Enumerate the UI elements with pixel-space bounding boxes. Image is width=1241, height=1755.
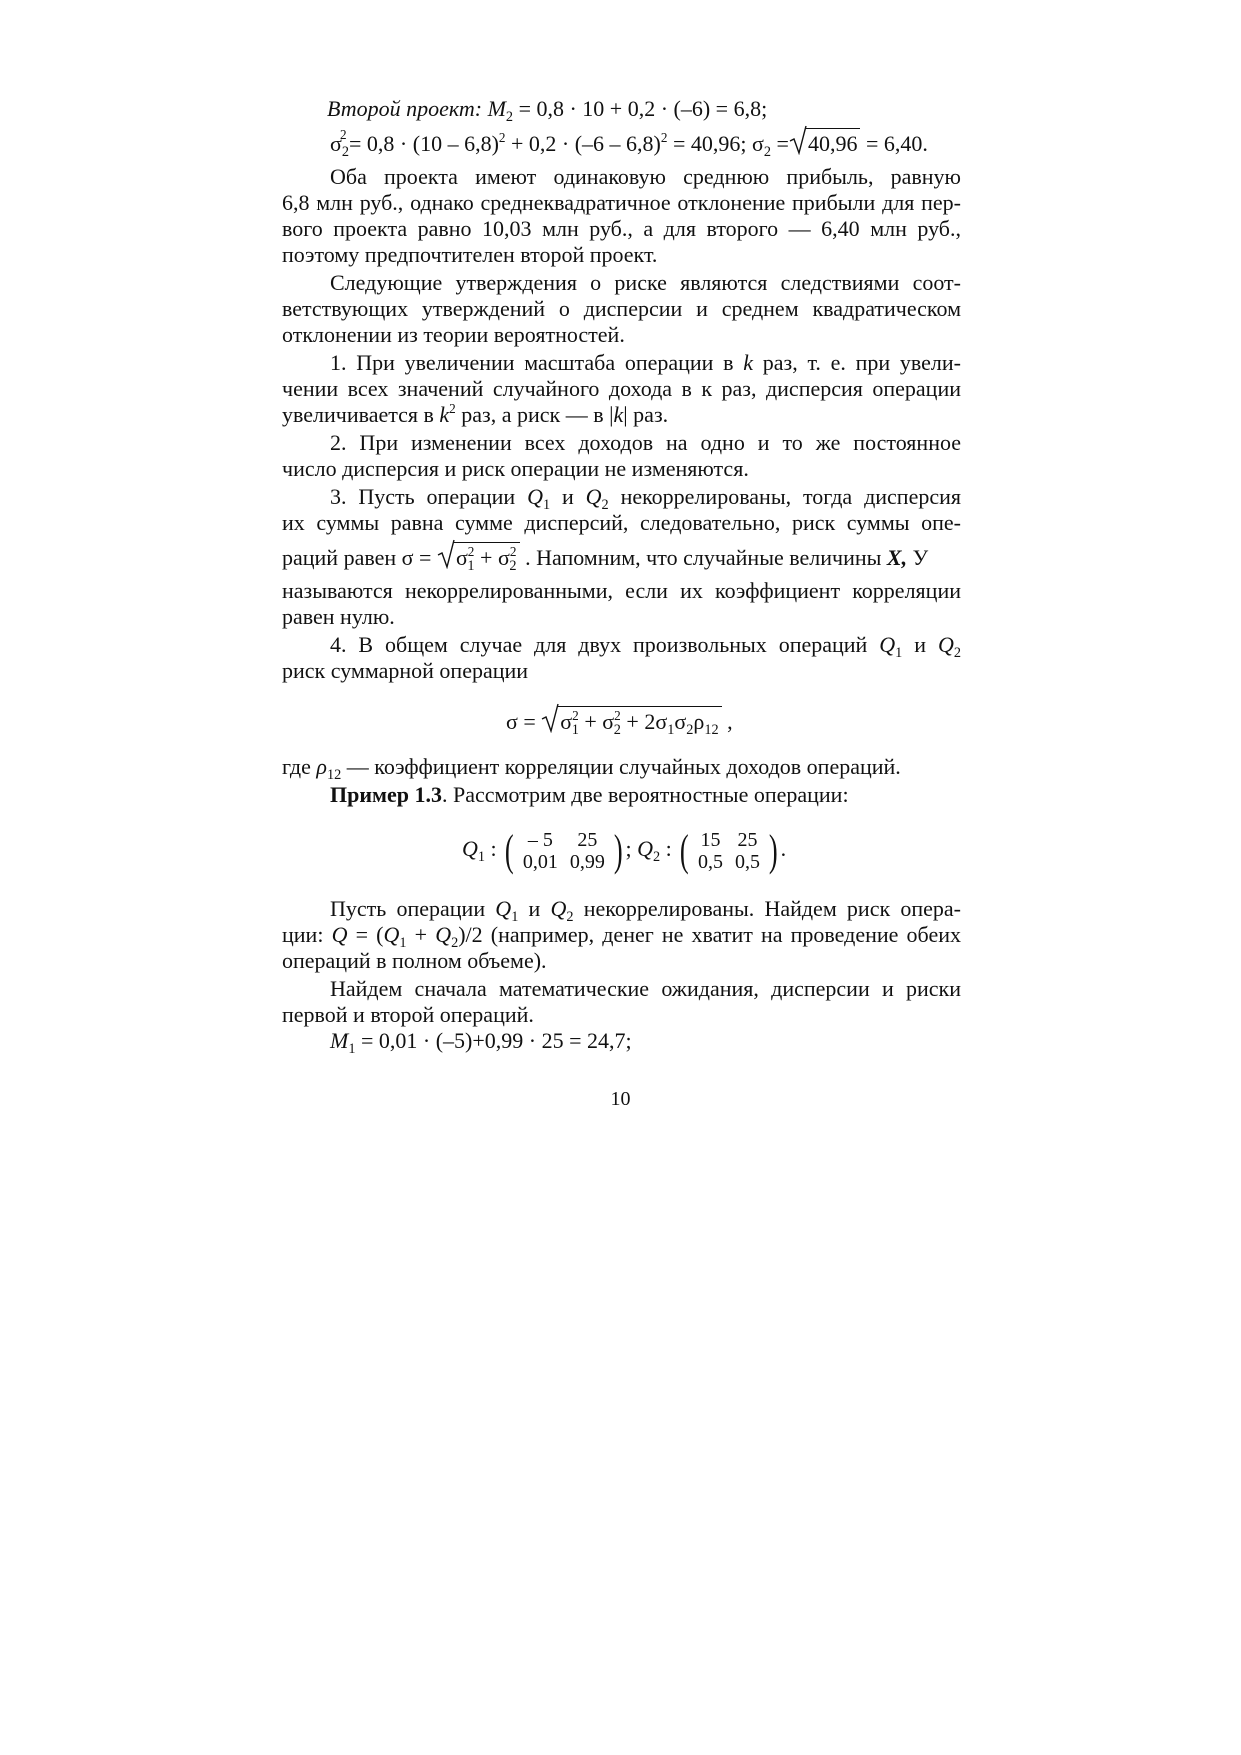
p1-line-4: поэтому предпочтителен второй проект. [282,242,658,267]
m1-line: $M_1 = 0,01 \cdot (-5)+0,99 \cdot 25 = 24,7$; [330,1028,632,1057]
risk-sum-formula: σ = $\sigma^2_1 + \sigma^2_2 + 2\sigma_1\sigma_2\rho_{12}$ , [506,706,733,735]
p3-line-1: Пусть операции $Q_1$ и $Q_2$ некоррелированы. Найдем риск опера- [330,896,961,925]
item4-line-2: риск суммарной операции [282,658,529,683]
item3-line-3: раций равен σ = $\sigma^2_1 + \sigma^2_2$ . Напомним, что случайные величины X, У [282,542,928,571]
p4-line-1: Найдем сначала математические ожидания, дисперсии и риски [330,976,961,1001]
item1-line-3: увеличивается в $k^2$ раз, а риск — в |k| раз. [282,401,669,427]
p3-line-2: ции: $Q = (Q_1 + Q_2)/2$ (например, денег не хватит на проведение обеих [282,922,962,951]
item2-line-1: 2. При изменении всех доходов на одно и то же постоянное [330,430,961,455]
m2-formula: = 0,8 · 10 + 0,2 · (–6) = 6,8; [518,96,768,121]
p3-line-3: операций в полном объеме). [282,948,547,973]
sqrt-sum-variances: $\sigma^2_1 + \sigma^2_2$ [437,542,520,571]
p4-line-2: первой и второй операций. [282,1002,534,1027]
p2-line-2: ветствующих утверждений о дисперсии и среднем квадратическом [282,296,961,321]
project2-line: Второй проект: $M_2 = 0,8 \cdot 10 + 0,2 \cdot (-6) = 6,8$; [327,96,768,125]
q2-matrix: 15 25 0,5 0,5 [697,828,760,873]
item3-line-2: их суммы равна сумме дисперсий, следовательно, риск суммы опе- [282,510,961,535]
project2-label: Второй проект [327,96,475,121]
item1-line-1: 1. При увеличении масштаба операции в k раз, т. е. при увели- [330,350,962,375]
p2-line-3: отклонении из теории вероятностей. [282,322,625,347]
p2-line-1: Следующие утверждения о риске являются следствиями соот- [330,270,961,295]
q1-matrix: – 5 25 0,01 0,99 [522,828,605,873]
item2-line-2: число дисперсия и риск операции не изменяются. [282,456,749,481]
variance-line: σ 2 $_2$= 0,8 · (10 – 6,8)$^2$ + 0,2 · (–6 – 6,8)$^2$ = 40,96; $\sigma_2$ = 40,96 = 6,40. [330,127,928,160]
item3-line-5: равен нулю. [282,604,395,629]
p1-line-1: Оба проекта имеют одинаковую среднюю прибыль, равную [330,164,961,189]
p1-line-3: вого проекта равно 10,03 млн руб., а для второго — 6,40 млн руб., [282,216,961,241]
sqrt-40-96: 40,96 [789,128,861,157]
item3-line-1: 3. Пусть операции $Q_1$ и $Q_2$ некоррелированы, тогда дисперсия [330,484,961,513]
item3-line-4: называются некоррелированными, если их коэффициент корреляции [282,578,961,603]
example-line: Пример 1.3. Рассмотрим две вероятностные операции: [330,782,849,807]
example-label: Пример 1.3 [330,782,443,807]
p1-line-2: 6,8 млн руб., однако среднеквадратичное отклонение прибыли для пер- [282,190,961,215]
item1-line-2: чении всех значений случайного дохода в к раз, дисперсия операции [282,376,961,401]
where-line: где $\rho_{12}$ — коэффициент корреляции случайных доходов операций. [282,754,901,783]
q-matrices: $Q_1$ : ( – 5 25 0,01 0,99 ) ; $Q_2$ : ( 15 25 0,5 0,5 ) . [462,825,787,875]
page-number: 10 [610,1088,631,1110]
item4-line-1: 4. В общем случае для двух произвольных операций $Q_1$ и $Q_2$ [330,632,961,661]
